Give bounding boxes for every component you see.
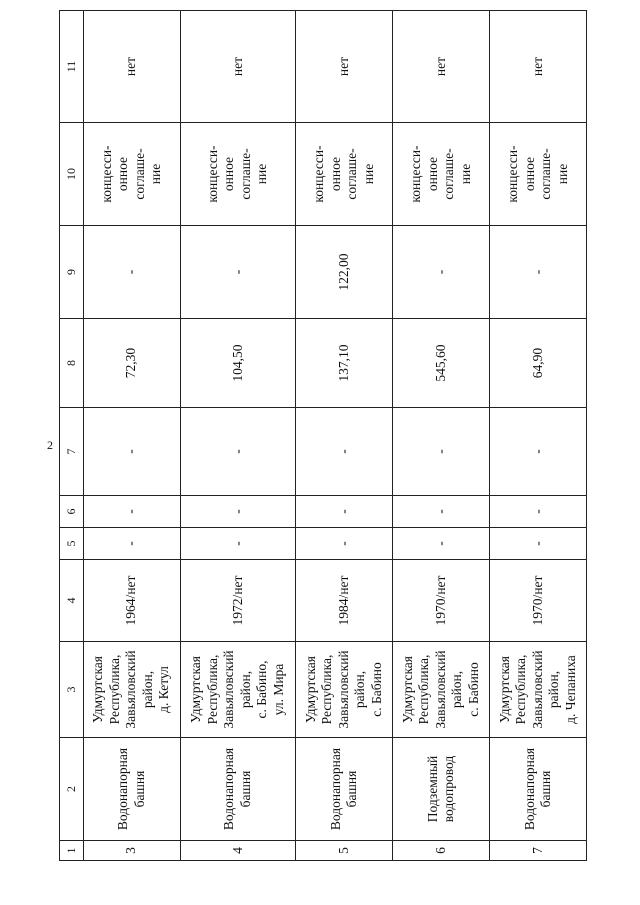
column-6-value: -	[335, 509, 351, 514]
object-name: Водонапорная башня	[327, 747, 360, 831]
address: Удмуртская Республика, Завьяловский район, д. Кетул	[90, 650, 172, 729]
column-number-cell: 10	[60, 123, 84, 226]
column-6-cell	[393, 496, 490, 528]
column-6-value: -	[432, 509, 448, 514]
column-6-cell	[83, 496, 180, 528]
address: Удмуртская Республика, Завьяловский район, с. Бабино	[399, 650, 481, 729]
agreement-type: концесси- онное соглаше- ние	[408, 145, 473, 203]
table-row	[490, 11, 587, 861]
table-row	[180, 11, 296, 861]
agreement-cell	[180, 123, 296, 226]
column-number-cell: 5	[60, 528, 84, 560]
year-cell	[393, 560, 490, 642]
year-cell	[490, 560, 587, 642]
address-cell	[393, 642, 490, 738]
table-row	[83, 11, 180, 861]
encumbrance-value: нет	[229, 56, 245, 77]
year-value: 1964/нет	[123, 575, 139, 626]
object-name-cell	[180, 738, 296, 841]
year-value: 1984/нет	[335, 575, 351, 626]
column-8-cell	[180, 319, 296, 408]
column-8-cell	[490, 319, 587, 408]
year-cell	[83, 560, 180, 642]
column-number-cell: 9	[60, 226, 84, 319]
column-9-value: 122,00	[335, 253, 351, 291]
column-5-value: -	[229, 541, 245, 546]
row-number: 4	[229, 847, 245, 854]
column-number-cell: 1	[60, 841, 84, 861]
column-6-value: -	[123, 509, 139, 514]
encumbrance-value: нет	[432, 56, 448, 77]
object-name: Подземный водопровод	[424, 755, 457, 823]
object-name-cell	[296, 738, 393, 841]
column-5-cell	[83, 528, 180, 560]
encumbrance-value: нет	[335, 56, 351, 77]
column-number-cell: 2	[60, 738, 84, 841]
page-number: 2	[47, 438, 53, 452]
encumbrance-cell	[490, 11, 587, 123]
row-number-cell	[393, 841, 490, 861]
rotated-table-wrapper	[59, 11, 587, 861]
object-name: Водонапорная башня	[115, 747, 147, 831]
table-row	[296, 11, 393, 861]
address-cell	[180, 642, 296, 738]
column-7-cell	[83, 408, 180, 496]
agreement-cell	[393, 123, 490, 226]
column-5-cell	[180, 528, 296, 560]
object-name: Водонапорная башня	[221, 747, 253, 831]
agreement-type: концесси- онное соглаше- ние	[505, 145, 570, 203]
agreement-cell	[83, 123, 180, 226]
object-name-cell	[490, 738, 587, 841]
column-9-cell	[490, 226, 587, 319]
column-9-cell	[296, 226, 393, 319]
table-row	[393, 11, 490, 861]
address: Удмуртская Республика, Завьяловский район, д. Чепаниха	[496, 650, 578, 729]
column-5-value: -	[432, 541, 448, 546]
year-value: 1970/нет	[432, 575, 448, 626]
column-7-value: -	[123, 449, 139, 454]
object-name: Водонапорная башня	[521, 747, 554, 831]
row-number: 7	[529, 847, 545, 854]
column-8-value: 137,10	[335, 344, 351, 382]
column-8-value: 104,50	[229, 344, 245, 382]
column-7-value: -	[529, 449, 545, 454]
column-number-cell: 4	[60, 560, 84, 642]
column-8-cell	[296, 319, 393, 408]
encumbrance-cell	[83, 11, 180, 123]
column-7-value: -	[229, 449, 245, 454]
column-5-value: -	[529, 541, 545, 546]
address-cell	[296, 642, 393, 738]
column-number-cell: 7	[60, 408, 84, 496]
row-number-cell	[180, 841, 296, 861]
object-name-cell	[393, 738, 490, 841]
encumbrance-cell	[393, 11, 490, 123]
year-value: 1970/нет	[529, 575, 545, 626]
agreement-type: концесси- онное соглаше- ние	[98, 145, 164, 203]
column-number-cell: 11	[60, 11, 84, 123]
year-cell	[296, 560, 393, 642]
address-cell	[490, 642, 587, 738]
row-number-cell	[83, 841, 180, 861]
address: Удмуртская Республика, Завьяловский район, с. Бабино	[302, 650, 384, 729]
column-7-cell	[393, 408, 490, 496]
column-5-value: -	[335, 541, 351, 546]
table-body	[83, 11, 586, 861]
row-number: 3	[123, 847, 139, 854]
column-5-cell	[393, 528, 490, 560]
column-9-cell	[393, 226, 490, 319]
row-number: 5	[335, 847, 351, 854]
address-cell	[83, 642, 180, 738]
column-8-cell	[393, 319, 490, 408]
column-6-cell	[490, 496, 587, 528]
column-7-cell	[296, 408, 393, 496]
encumbrance-value: нет	[123, 56, 139, 77]
column-6-value: -	[229, 509, 245, 514]
column-9-value: -	[432, 269, 448, 275]
column-6-value: -	[529, 509, 545, 514]
column-9-value: -	[529, 269, 545, 275]
column-5-value: -	[123, 541, 139, 546]
encumbrance-cell	[180, 11, 296, 123]
column-7-cell	[490, 408, 587, 496]
column-8-value: 545,60	[432, 344, 448, 382]
column-number-cell: 8	[60, 319, 84, 408]
row-number-cell	[296, 841, 393, 861]
column-8-value: 72,30	[123, 347, 139, 379]
column-9-value: -	[229, 269, 245, 275]
encumbrance-value: нет	[529, 56, 545, 77]
agreement-cell	[296, 123, 393, 226]
year-cell	[180, 560, 296, 642]
row-number-cell	[490, 841, 587, 861]
encumbrance-cell	[296, 11, 393, 123]
column-8-value: 64,90	[529, 347, 545, 379]
column-7-value: -	[432, 449, 448, 454]
row-number: 6	[432, 847, 448, 854]
object-name-cell	[83, 738, 180, 841]
column-5-cell	[490, 528, 587, 560]
column-number-row	[60, 11, 84, 861]
column-6-cell	[180, 496, 296, 528]
column-9-cell	[180, 226, 296, 319]
column-5-cell	[296, 528, 393, 560]
column-number-cell: 3	[60, 642, 84, 738]
column-6-cell	[296, 496, 393, 528]
column-7-value: -	[335, 449, 351, 454]
property-registry-table	[59, 10, 587, 861]
column-number-cell: 6	[60, 496, 84, 528]
column-7-cell	[180, 408, 296, 496]
column-8-cell	[83, 319, 180, 408]
agreement-type: концесси- онное соглаше- ние	[204, 145, 270, 203]
agreement-type: концесси- онное соглаше- ние	[311, 145, 376, 203]
agreement-cell	[490, 123, 587, 226]
column-9-cell	[83, 226, 180, 319]
address: Удмуртская Республика, Завьяловский район, с. Бабино, ул. Мира	[188, 650, 286, 729]
column-9-value: -	[123, 269, 139, 275]
year-value: 1972/нет	[229, 575, 245, 626]
